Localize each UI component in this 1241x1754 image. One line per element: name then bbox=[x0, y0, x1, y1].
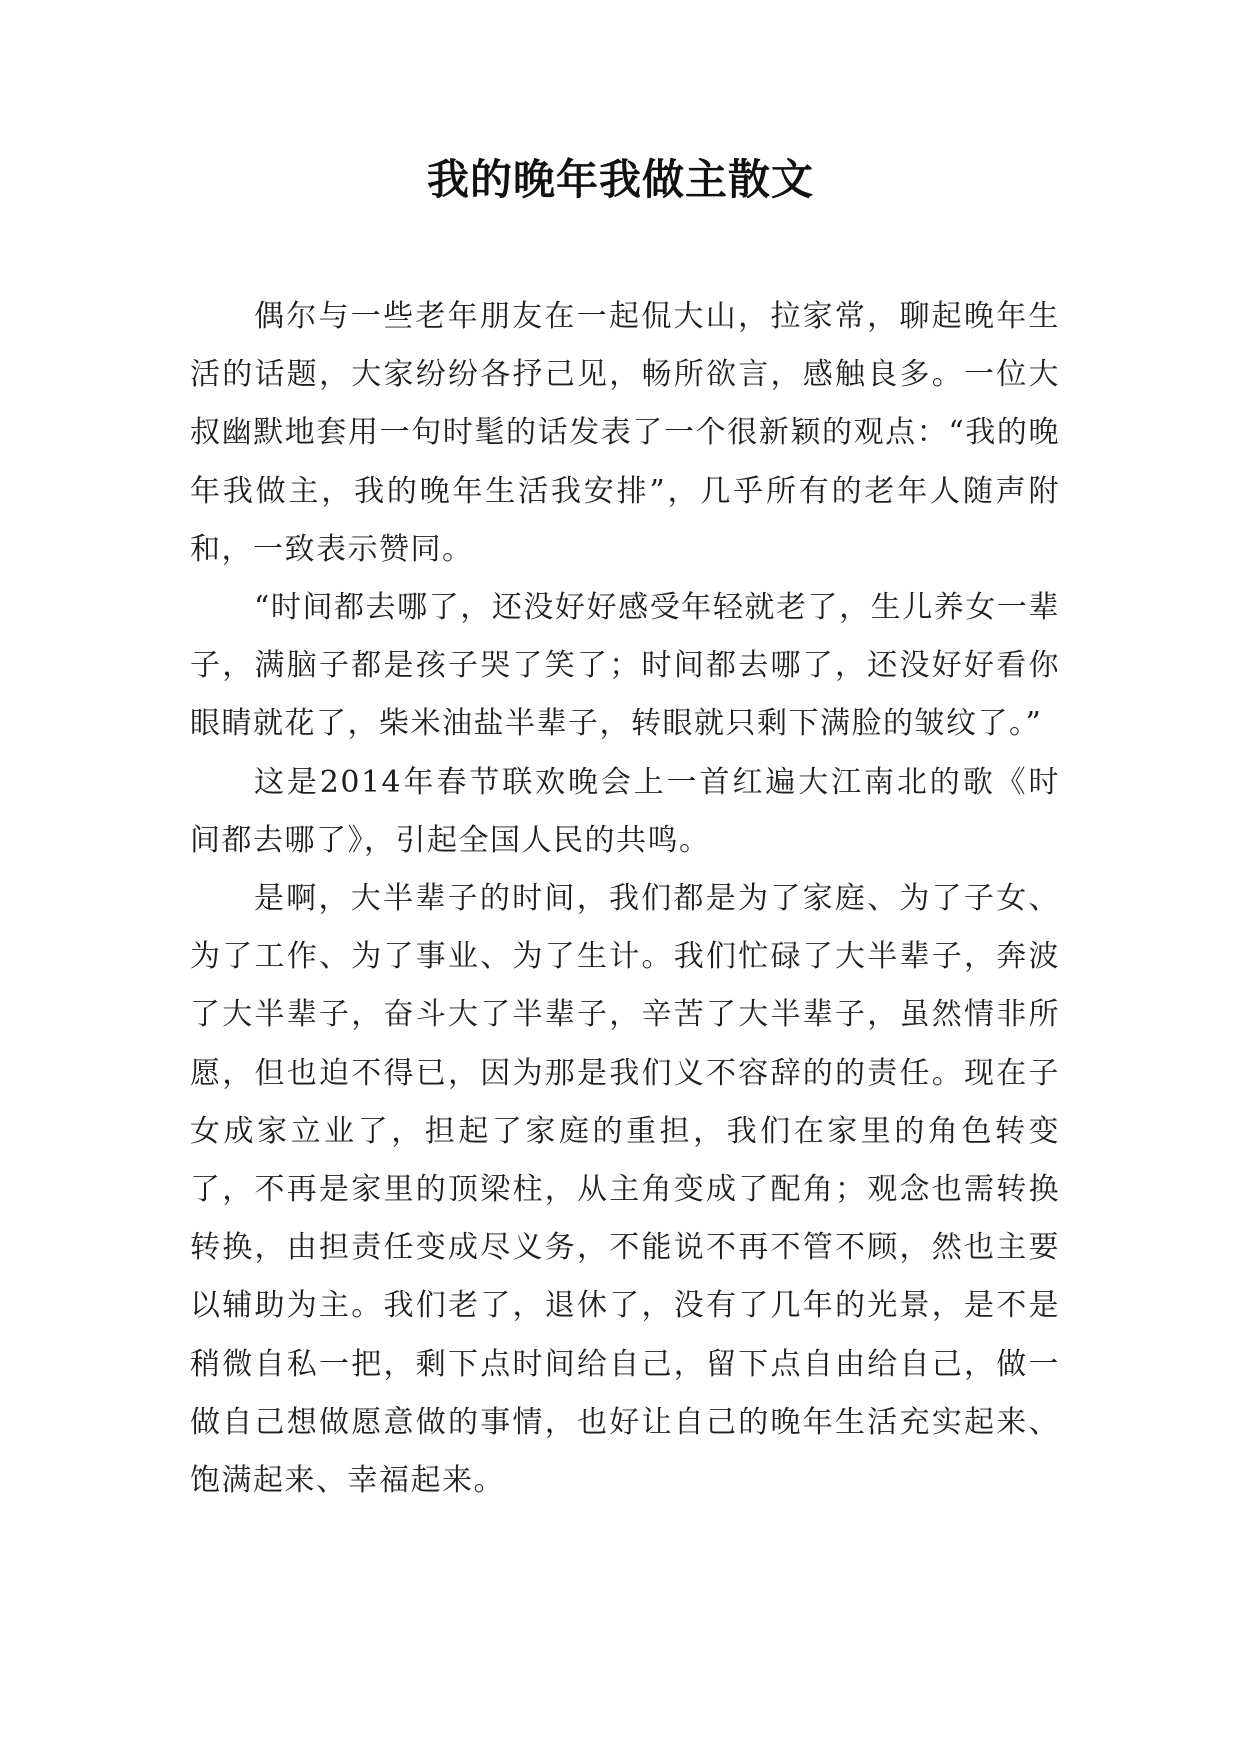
paragraph-1: 偶尔与一些老年朋友在一起侃大山，拉家常，聊起晚年生活的话题，大家纷纷各抒己见，畅所欲言，感触良多。一位大叔幽默地套用一句时髦的话发表了一个很新颖的观点：“我的晚年我做主，我的晚年生活我安排”，几乎所有的老年人随声附和，一致表示赞同。 bbox=[190, 299, 1060, 567]
paragraph-4: 是啊，大半辈子的时间，我们都是为了家庭、为了子女、为了工作、为了事业、为了生计。我们忙碌了大半辈子，奔波了大半辈子，奋斗大了半辈子，辛苦了大半辈子，虽然情非所愿，但也迫不得已，因为那是我们义不容辞的的责任。现在子女成家立业了，担起了家庭的重担，我们在家里的角色转变了，不再是家里的顶梁柱，从主角变成了配角；观念也需转换转换，由担责任变成尽义务，不能说不再不管不顾，然也主要以辅助为主。我们老了，退休了，没有了几年的光景，是不是稍微自私一把，剩下点时间给自己，留下点自由给自己，做一做自己想做愿意做的事情，也好让自己的晚年生活充实起来、饱满起来、幸福起来。 bbox=[190, 881, 1060, 1499]
document-title: 我的晚年我做主散文 bbox=[426, 155, 814, 204]
paragraph-2: “时间都去哪了，还没好好感受年轻就老了，生儿养女一辈子，满脑子都是孩子哭了笑了；时间都去哪了，还没好好看你眼睛就花了，柴米油盐半辈子，转眼就只剩下满脸的皱纹了。” bbox=[190, 590, 1060, 742]
paragraph-3: 这是2014年春节联欢晚会上一首红遍大江南北的歌《时间都去哪了》，引起全国人民的共鸣。 bbox=[190, 764, 1060, 858]
document-body bbox=[190, 288, 1060, 1510]
